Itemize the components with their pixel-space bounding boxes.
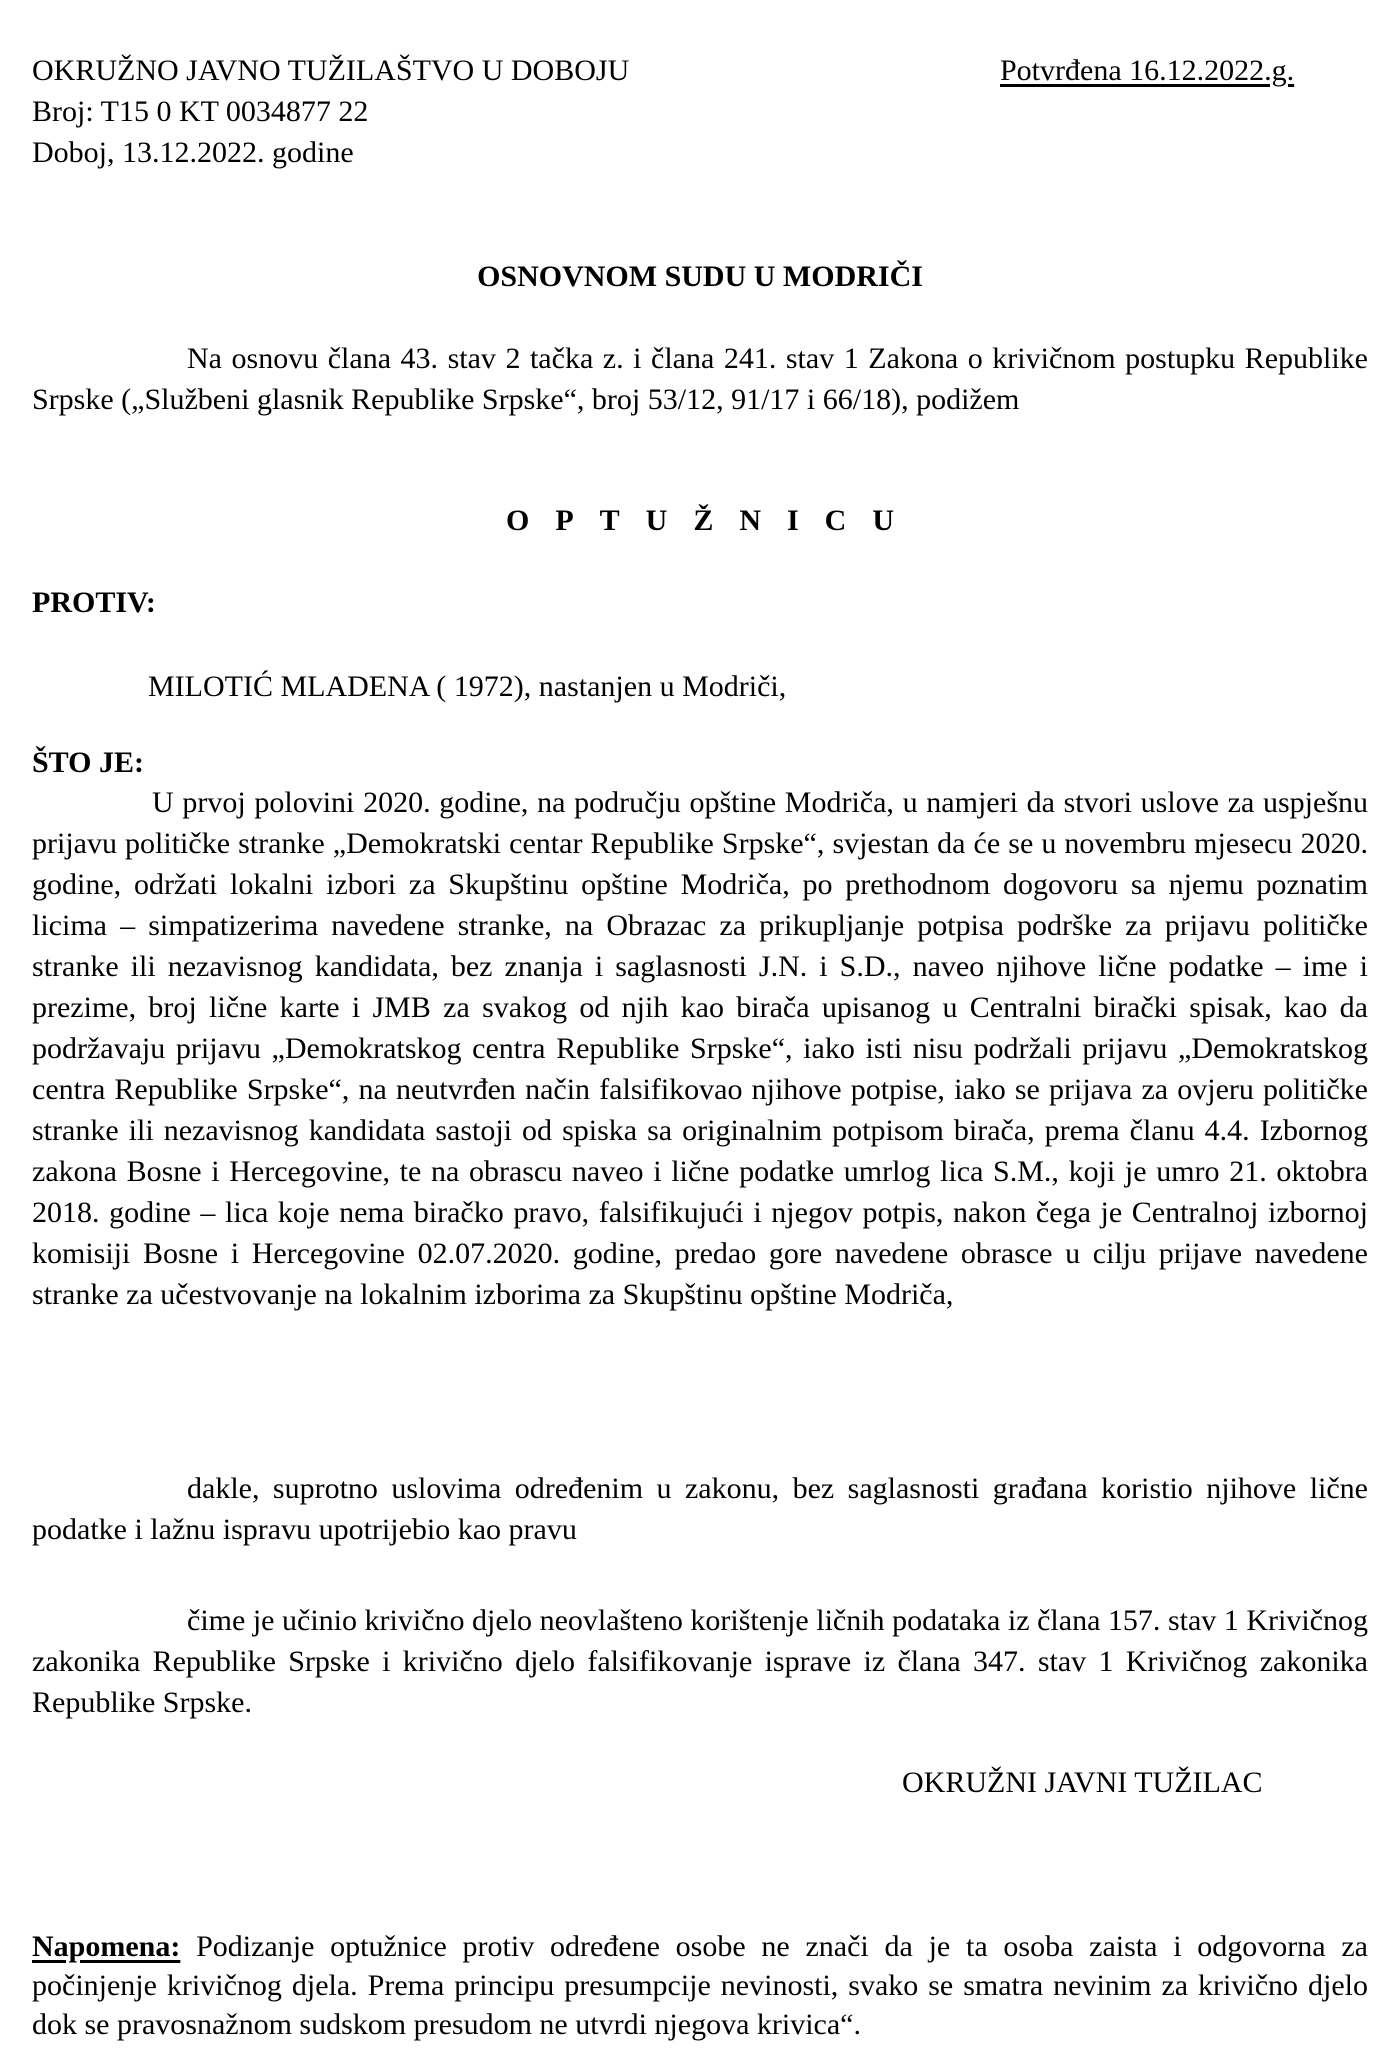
facts-label: ŠTO JE: [32, 746, 144, 779]
legal-basis-paragraph: Na osnovu člana 43. stav 2 tačka z. i člana 241. stav 1 Zakona o krivičnom postupku Republike Srpske („Službeni glasnik Republike Srpske“, broj 53/12, 91/17 i 66/18), podižem [32, 342, 1368, 416]
addressee-court: OSNOVNOM SUDU U MODRIČI [477, 260, 923, 293]
summary-paragraph: dakle, suprotno uslovima određenim u zakonu, bez saglasnosti građana koristio njihove lične podatke i lažnu ispravu upotrijebio kao pravu [32, 1472, 1368, 1546]
signature-title: OKRUŽNI JAVNI TUŽILAC [902, 1766, 1263, 1799]
note-text: Podizanje optužnice protiv određene osobe ne znači da je ta osoba zaista i odgovorna za počinjenje krivičnog djela. Prema principu presumpcije nevinosti, svako se smatra nevinim za krivično djelo dok se pravosnažnom sudskom presudom ne utvrdi njegova krivica“. [32, 1930, 1368, 2041]
defendant-line: MILOTIĆ MLADENA ( 1972), nastanjen u Modriči, [148, 670, 787, 703]
case-number: Broj: T15 0 KT 0034877 22 [32, 95, 369, 128]
against-label: PROTIV: [32, 586, 156, 619]
disclaimer-note [32, 1927, 1368, 2044]
prosecutor-office-name: OKRUŽNO JAVNO TUŽILAŠTVO U DOBOJU [32, 54, 630, 87]
note-label: Napomena: [32, 1930, 181, 1963]
facts-paragraph: U prvoj polovini 2020. godine, na području opštine Modriča, u namjeri da stvori uslove za uspješnu prijavu političke stranke „Demokratski centar Republike Srpske“, svjestan da će se u novembru mjesecu 2020. godine, održati lokalni izbori za Skupštinu opštine Modriča, po prethodnom dogovoru sa njemu poznatim licima – simpatizerima navedene stranke, na Obrazac za prikupljanje potpisa podrške za prijavu političke stranke ili nezavisnog kandidata, bez znanja i saglasnosti J.N. i S.D., naveo njihove lične podatke – ime i prezime, broj lične karte i JMB za svakog od njih kao birača upisanog u Centralni birački spisak, kao da podržavaju prijavu „Demokratskog centra Republike Srpske“, iako isti nisu podržali prijavu „Demokratskog centra Republike Srpske“, na neutvrđen način falsifikovao njihove potpise, iako se prijava za ovjeru političke stranke ili nezavisnog kandidata sastoji od spiska sa originalnim potpisom birača, prema članu 4.4. Izbornog zakona Bosne i Hercegovine, te na obrascu naveo i lične podatke umrlog lica S.M., koji je umro 21. oktobra 2018. godine – lica koje nema biračko pravo, falsifikujući i njegov potpis, nakon čega je Centralnoj izbornoj komisiji Bosne i Hercegovine 02.07.2020. godine, predao gore navedene obrasce u cilju prijave navedene stranke za učestvovanje na lokalnim izborima za Skupštinu opštine Modriča, [32, 786, 1368, 1311]
document-header [32, 50, 629, 173]
charges-paragraph: čime je učinio krivično djelo neovlašteno korištenje ličnih podataka iz člana 157. stav 1 Krivičnog zakonika Republike Srpske i krivično djelo falsifikovanje isprave iz člana 347. stav 1 Krivičnog zakonika Republike Srpske. [32, 1604, 1368, 1719]
confirmation-date: Potvrđena 16.12.2022.g. [1000, 54, 1295, 87]
document-title: OPTUŽNICU [505, 504, 920, 537]
place-and-date: Doboj, 13.12.2022. godine [32, 136, 354, 169]
